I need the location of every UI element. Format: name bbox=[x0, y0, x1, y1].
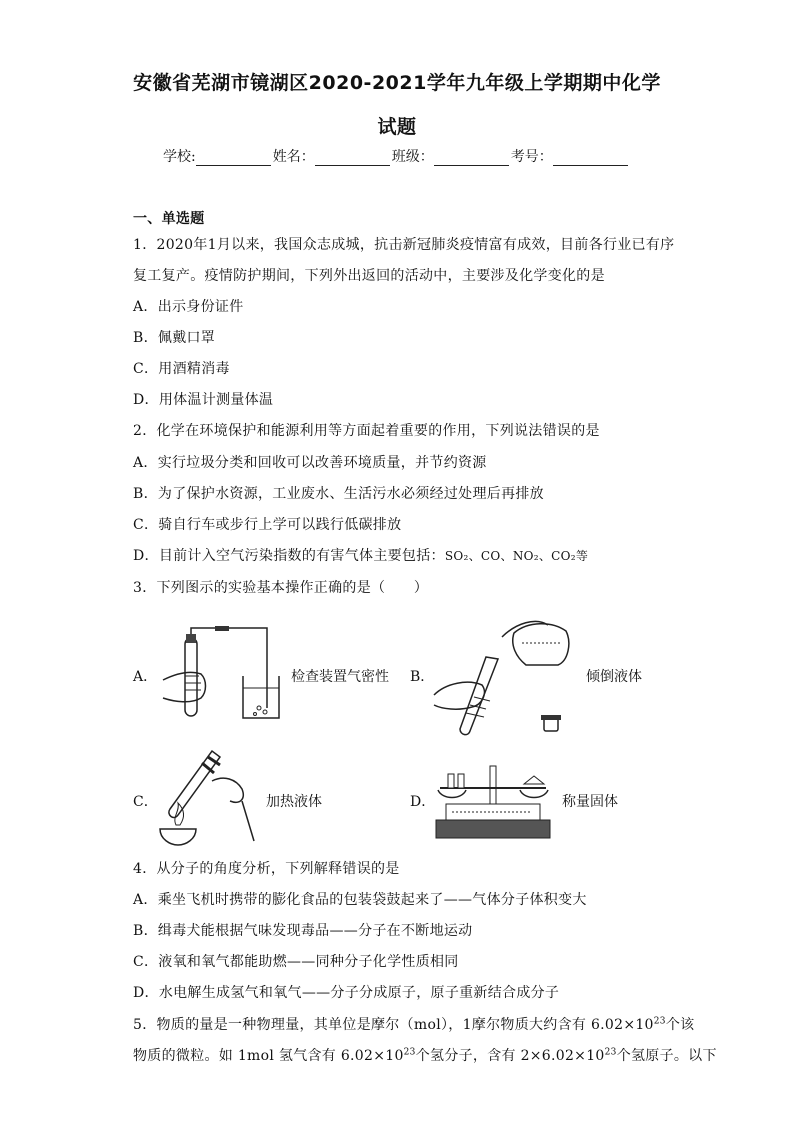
q3-option-d-letter: D． bbox=[410, 794, 436, 810]
exam-no-blank bbox=[553, 151, 628, 166]
q2-option-d-prefix: D．目前计入空气污染指数的有害气体主要包括： bbox=[133, 548, 445, 564]
q1-option-c: C．用酒精消毒 bbox=[133, 361, 230, 377]
q2-option-a: A．实行垃圾分类和回收可以改善环境质量，并节约资源 bbox=[133, 455, 487, 471]
class-blank bbox=[434, 151, 509, 166]
q4-option-b: B．缉毒犬能根据气味发现毒品——分子在不断地运动 bbox=[133, 923, 473, 939]
q5-line2-exponent1: 23 bbox=[403, 1047, 416, 1058]
q2-option-d bbox=[133, 545, 588, 565]
q3-option-a-caption: 检查装置气密性 bbox=[291, 669, 389, 685]
exam-title-line2: 试题 bbox=[377, 116, 417, 138]
q3-option-b-caption: 倾倒液体 bbox=[586, 669, 642, 685]
q1-stem-line2: 复工复产。疫情防护期间，下列外出返回的活动中，主要涉及化学变化的是 bbox=[133, 268, 605, 284]
q5-line2-middle: 个氢分子，含有 2×6.02×10 bbox=[415, 1048, 605, 1064]
q5-line2-text: 物质的微粒。如 1mol 氢气含有 6.02×10 bbox=[133, 1048, 404, 1064]
exam-no-label: 考号： bbox=[510, 149, 553, 165]
q5-line2-tail: 个氢原子。以下 bbox=[616, 1048, 717, 1064]
pouring-liquid-illustration bbox=[432, 613, 580, 739]
q5-line1-exponent: 23 bbox=[653, 1016, 666, 1027]
name-blank bbox=[315, 151, 390, 166]
q4-option-c: C．液氧和氧气都能助燃——同种分子化学性质相同 bbox=[133, 954, 459, 970]
q5-line1-text: 5．物质的量是一种物理量，其单位是摩尔（mol），1摩尔物质大约含有 6.02×10 bbox=[133, 1017, 654, 1033]
q5-line2-exponent2: 23 bbox=[604, 1047, 617, 1058]
exam-title-line1: 安徽省芜湖市镜湖区2020-2021学年九年级上学期期中化学 bbox=[133, 72, 661, 94]
heating-liquid-illustration bbox=[150, 743, 262, 847]
airtightness-check-illustration bbox=[155, 626, 283, 722]
school-blank bbox=[196, 151, 271, 166]
q2-option-d-formula: SO₂、CO、NO₂、CO₂等 bbox=[444, 549, 589, 563]
q1-option-b: B．佩戴口罩 bbox=[133, 330, 216, 346]
q2-option-b: B．为了保护水资源，工业废水、生活污水必须经过处理后再排放 bbox=[133, 486, 544, 502]
q2-stem: 2．化学在环境保护和能源利用等方面起着重要的作用，下列说法错误的是 bbox=[133, 423, 600, 439]
school-label: 学校: bbox=[163, 149, 196, 165]
q4-option-d: D．水电解生成氢气和氧气——分子分成原子，原子重新结合成分子 bbox=[133, 985, 560, 1001]
q5-line1 bbox=[133, 1014, 694, 1034]
q3-stem: 3．下列图示的实验基本操作正确的是（ ） bbox=[133, 580, 429, 596]
q3-option-c-caption: 加热液体 bbox=[266, 794, 322, 810]
student-info-row bbox=[163, 146, 630, 166]
section-heading: 一、单选题 bbox=[133, 211, 205, 227]
q4-option-a: A．乘坐飞机时携带的膨化食品的包装袋鼓起来了——气体分子体积变大 bbox=[133, 892, 587, 908]
q3-option-a-letter: A． bbox=[133, 669, 158, 685]
weighing-solid-illustration bbox=[432, 760, 554, 842]
q3-option-b-letter: B． bbox=[410, 669, 435, 685]
name-label: 姓名： bbox=[272, 149, 315, 165]
q5-line2 bbox=[133, 1045, 717, 1065]
q2-option-c: C．骑自行车或步行上学可以践行低碳排放 bbox=[133, 517, 402, 533]
q1-option-d: D．用体温计测量体温 bbox=[133, 392, 274, 408]
q5-line1-tail: 个该 bbox=[665, 1017, 695, 1033]
q1-option-a: A．出示身份证件 bbox=[133, 299, 244, 315]
q4-stem: 4．从分子的角度分析，下列解释错误的是 bbox=[133, 861, 400, 877]
q1-stem-line1: 1．2020年1月以来，我国众志成城，抗击新冠肺炎疫情富有成效，目前各行业已有序 bbox=[133, 237, 675, 253]
class-label: 班级： bbox=[391, 149, 434, 165]
q3-option-c-letter: C． bbox=[133, 794, 158, 810]
q3-option-d-caption: 称量固体 bbox=[562, 794, 618, 810]
